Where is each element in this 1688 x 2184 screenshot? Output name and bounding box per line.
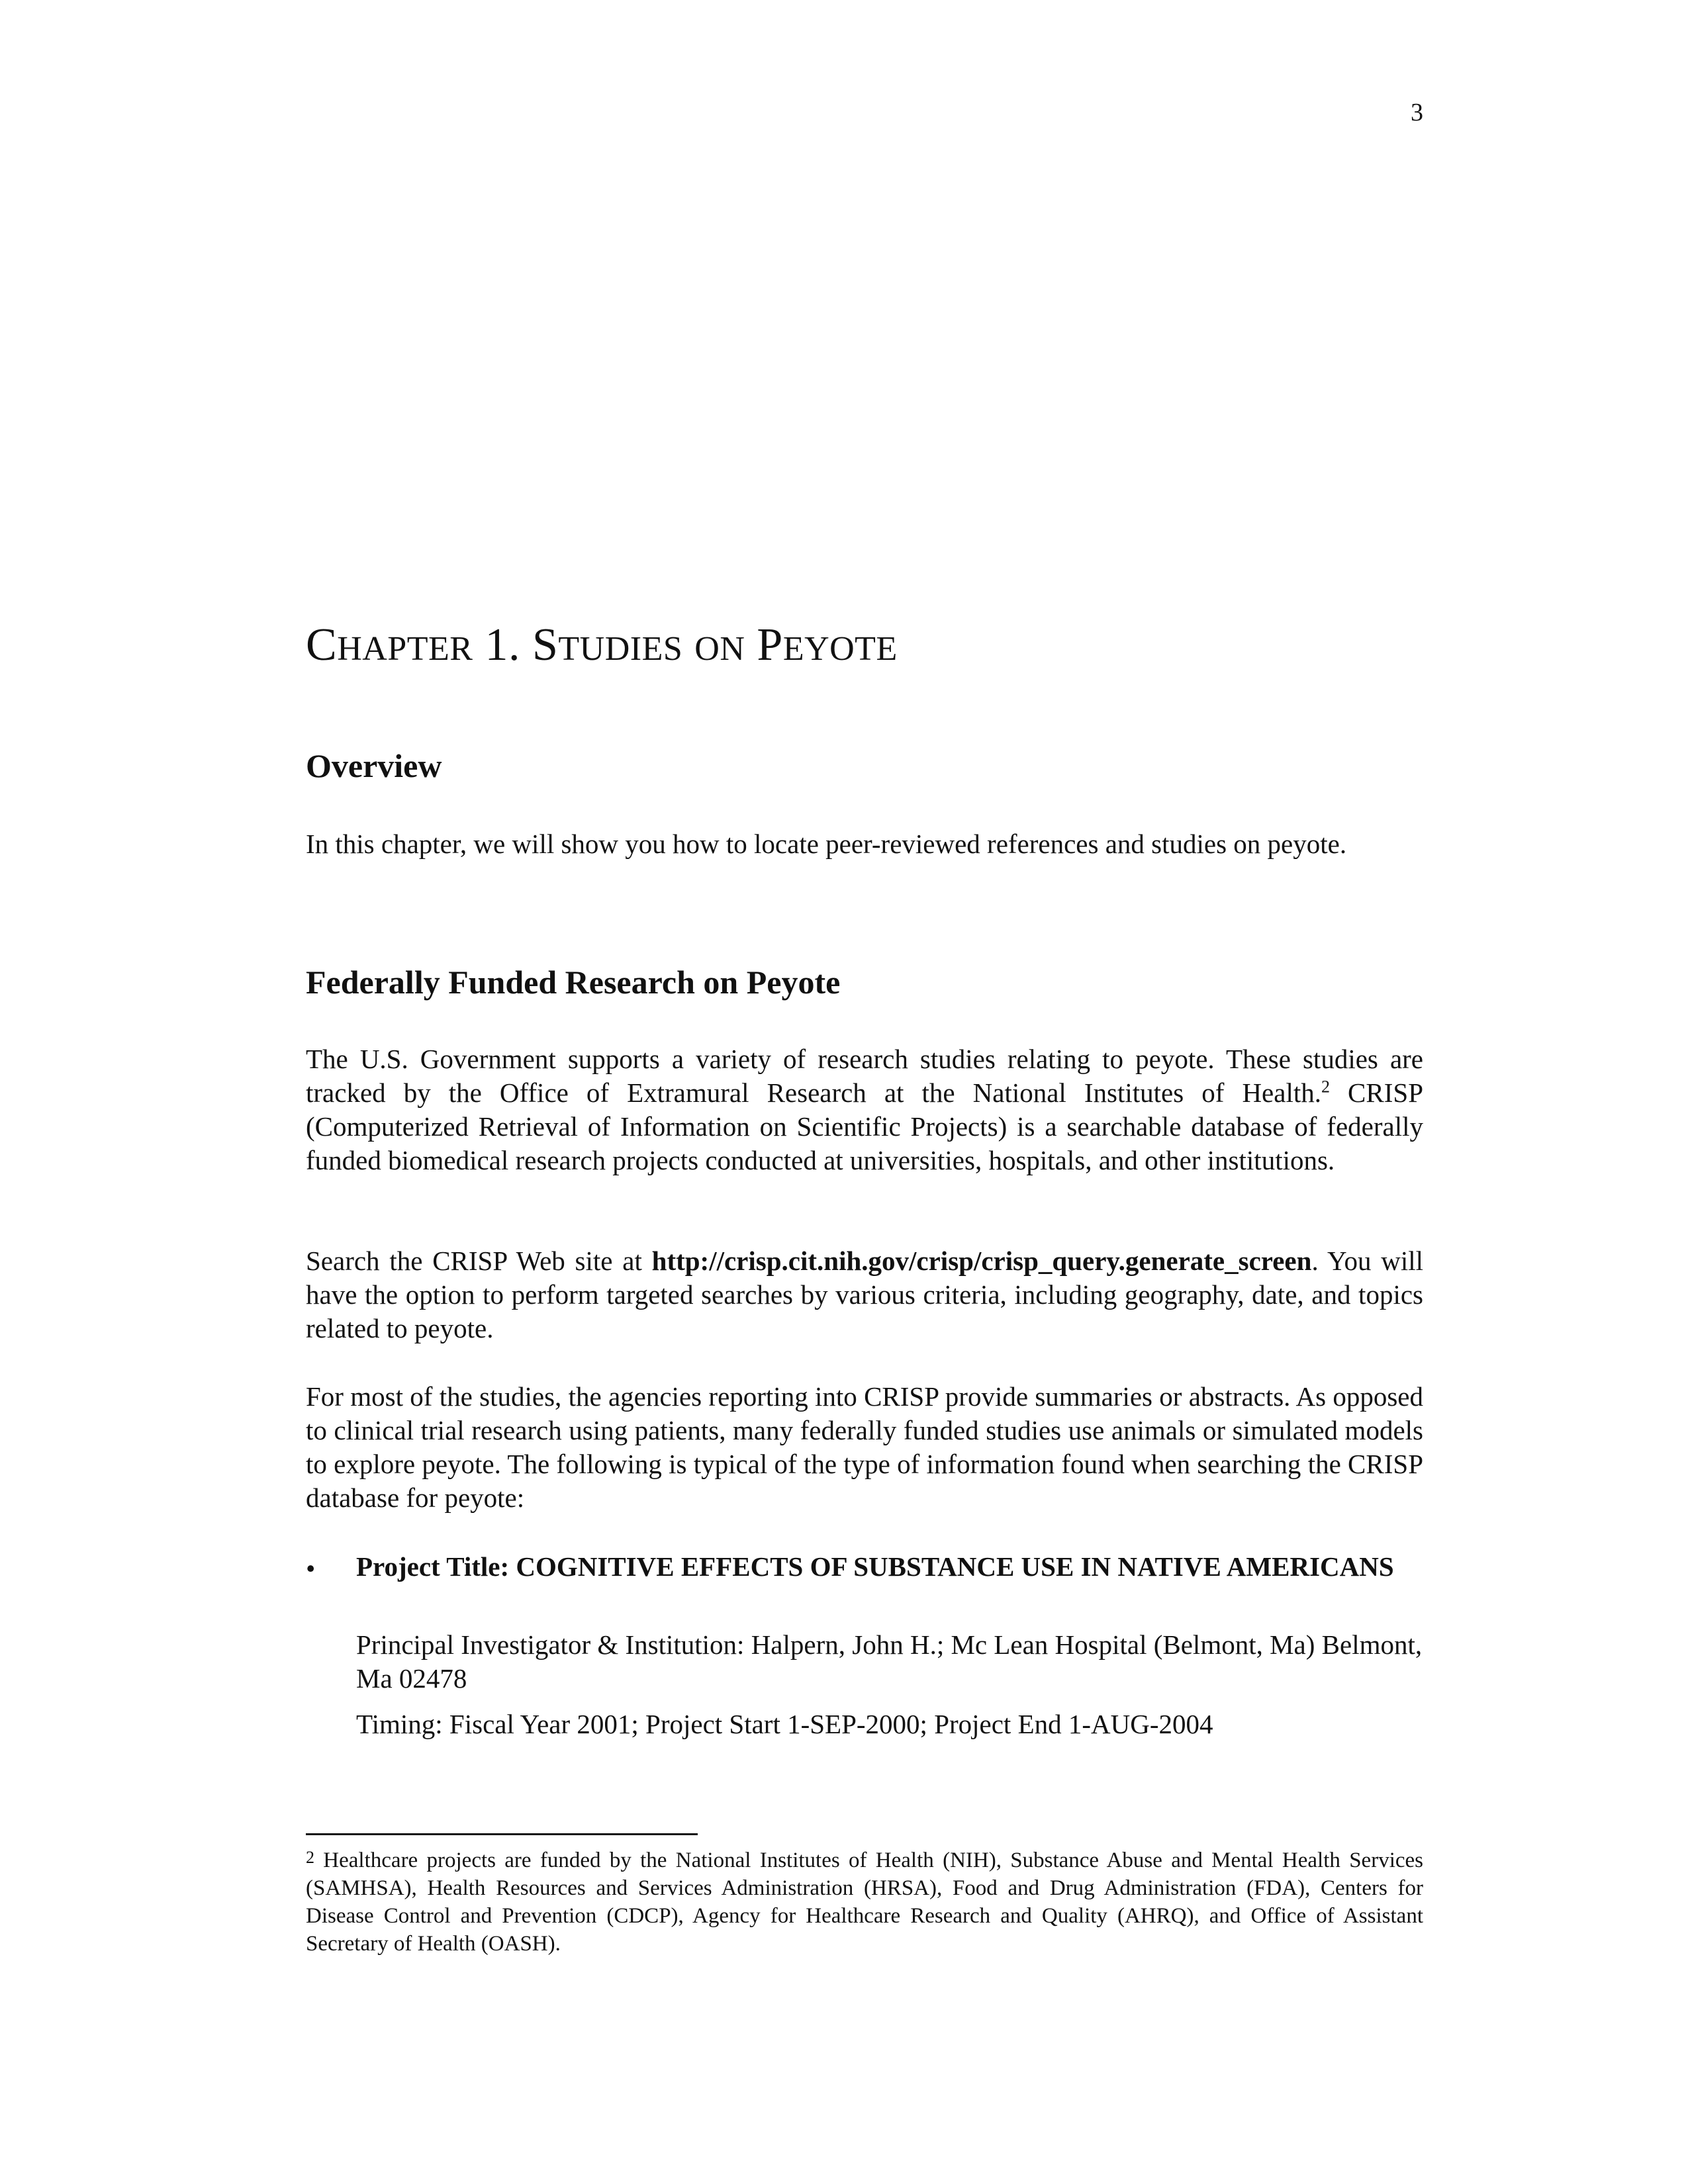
overview-heading: Overview	[306, 747, 442, 784]
crisp-url-link[interactable]: http://crisp.cit.nih.gov/crisp/crisp_query.generate_screen	[651, 1246, 1312, 1276]
bullet-marker: •	[306, 1553, 316, 1584]
federal-text-start: The U.S. Government supports a variety of research studies relating to peyote. These studies are tracked by the Office of Extramural Research at the National Institutes of Health.	[306, 1044, 1423, 1108]
studies-paragraph: For most of the studies, the agencies reporting into CRISP provide summaries or abstracts. As opposed to clinical trial research using patients, many federally funded studies use animals or simulated models to explore peyote. The following is typical of the type of information found when searching the CRISP database for peyote:	[306, 1381, 1423, 1513]
search-text-start: Search the CRISP Web site at	[306, 1246, 652, 1276]
footnote-marker: 2	[306, 1848, 314, 1867]
federal-research-heading: Federally Funded Research on Peyote	[306, 964, 841, 1001]
chapter-title-on: ON	[694, 630, 745, 668]
chapter-title-tudies: TUDIES	[558, 630, 683, 668]
page-number: 3	[1411, 99, 1423, 126]
footnote-text: Healthcare projects are funded by the National Institutes of Health (NIH), Substance Abuse and Mental Health Services (SAMHSA), Health Resources and Services Administration (HRSA), Food and Drug Administration (FDA), Centers for Disease Control and Prevention (CDCP), Agency for Healthcare Research and Quality (AHRQ), and Office of Assistant Secretary of Health (OASH).	[306, 1848, 1423, 1956]
project-title: Project Title: COGNITIVE EFFECTS OF SUBSTANCE USE IN NATIVE AMERICANS	[356, 1551, 1394, 1582]
federal-text-end: CRISP (Computerized Retrieval of Information on Scientific Projects) is a searchable database of federally funded biomedical research projects conducted at universities, hospitals, and other institutions.	[306, 1077, 1424, 1175]
project-timing: Timing: Fiscal Year 2001; Project Start 1-SEP-2000; Project End 1-AUG-2004	[356, 1709, 1213, 1739]
footnote-divider	[306, 1833, 698, 1835]
chapter-title-hapter: HAPTER	[337, 630, 473, 668]
chapter-number: 1.	[485, 619, 520, 670]
chapter-title-initial-c: C	[306, 619, 338, 670]
overview-paragraph: In this chapter, we will show you how to locate peer-reviewed references and studies on peyote.	[306, 829, 1347, 859]
chapter-title-initial-s: S	[532, 619, 559, 670]
project-investigator: Principal Investigator & Institution: Halpern, John H.; Mc Lean Hospital (Belmont, Ma) Belmont, Ma 02478	[356, 1629, 1423, 1694]
footnote-reference[interactable]: 2	[1321, 1077, 1330, 1097]
search-paragraph	[306, 1244, 1423, 1345]
chapter-title-eyote: EYOTE	[782, 630, 898, 668]
footnote	[306, 1846, 1423, 1958]
federal-research-paragraph	[306, 1042, 1423, 1177]
chapter-title	[306, 619, 898, 672]
search-text-end: . You will have the option to perform targeted searches by various criteria, including geography, date, and topics related to peyote.	[306, 1246, 1424, 1343]
chapter-title-initial-p: P	[757, 619, 783, 670]
